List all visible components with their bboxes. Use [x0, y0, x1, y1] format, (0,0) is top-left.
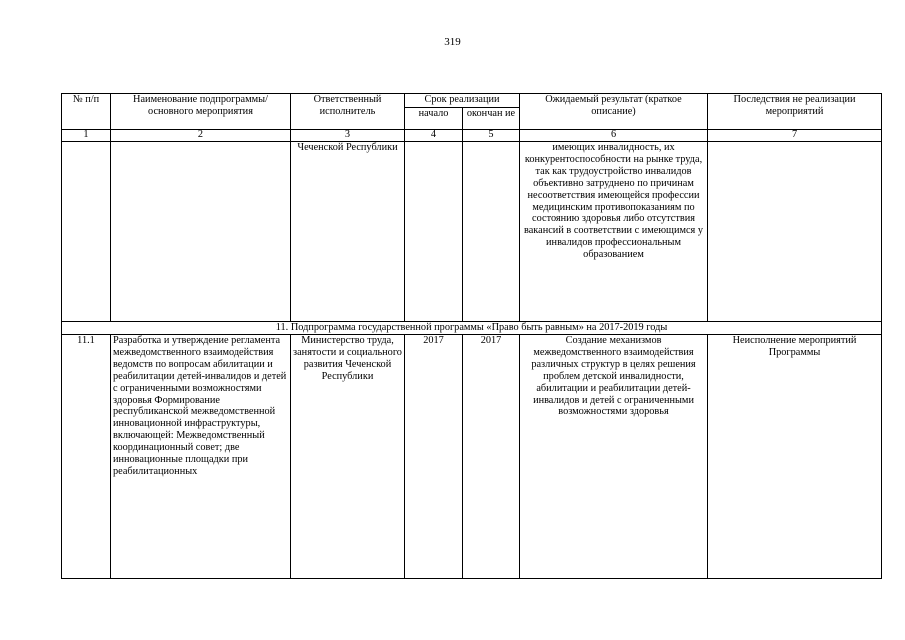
cont-num-cell — [62, 142, 111, 322]
column-number: 5 — [463, 130, 520, 142]
row-end: 2017 — [463, 335, 520, 579]
cont-responsible: Чеченской Республики — [291, 142, 405, 322]
header-num: № п/п — [62, 94, 111, 130]
row-num: 11.1 — [62, 335, 111, 579]
row-result: Создание механизмов межведомственного взаимодействия различных структур в целях решения проблем детской инвалидности, абилитации и реабилитации детей-инвалидов и детей с ограниченными возможностями здоровья — [520, 335, 708, 579]
column-number: 6 — [520, 130, 708, 142]
row-consequences: Неисполнение мероприятий Программы — [708, 335, 882, 579]
cont-start-cell — [405, 142, 463, 322]
page-number: 319 — [444, 36, 461, 48]
header-responsible: Ответственный исполнитель — [291, 94, 405, 130]
column-number: 3 — [291, 130, 405, 142]
header-end: окончан ие — [463, 108, 520, 130]
header-start: начало — [405, 108, 463, 130]
header-consequences: Последствия не реализации мероприятий — [708, 94, 882, 130]
continuation-row — [62, 142, 882, 322]
header-period: Срок реализации — [405, 94, 520, 108]
header-result: Ожидаемый результат (краткое описание) — [520, 94, 708, 130]
column-number: 7 — [708, 130, 882, 142]
section-title: 11. Подпрограмма государственной программы «Право быть равным» на 2017-2019 годы — [62, 322, 882, 335]
cont-result: имеющих инвалидность, их конкурентоспособности на рынке труда, так как трудоустройство инвалидов объективно затруднено по причинам несоответствия имеющейся профессии медицинским противопоказаниям по состоянию здоровья либо отсутствия вакансий в соответствии с имеющимся у инвалидов профессиональным образованием — [520, 142, 708, 322]
header-row — [62, 94, 882, 108]
row-start: 2017 — [405, 335, 463, 579]
cont-consequences-cell — [708, 142, 882, 322]
cont-end-cell — [463, 142, 520, 322]
header-name: Наименование подпрограммы/ основного мероприятия — [111, 94, 291, 130]
table-row — [62, 335, 882, 579]
cont-name-cell — [111, 142, 291, 322]
program-table — [61, 93, 882, 579]
section-row — [62, 322, 882, 335]
column-number-row — [62, 130, 882, 142]
row-name: Разработка и утверждение регламента межведомственного взаимодействия ведомств по вопросам абилитации и реабилитации детей-инвалидов и детей с ограниченными возможностями здоровья Формирование республиканской межведомственной инновационной инфраструктуры, включающей: Межведомственный координационный совет; две инновационные площадки при реабилитационных — [111, 335, 291, 579]
column-number: 1 — [62, 130, 111, 142]
row-responsible: Министерство труда, занятости и социального развития Чеченской Республики — [291, 335, 405, 579]
column-number: 4 — [405, 130, 463, 142]
column-number: 2 — [111, 130, 291, 142]
